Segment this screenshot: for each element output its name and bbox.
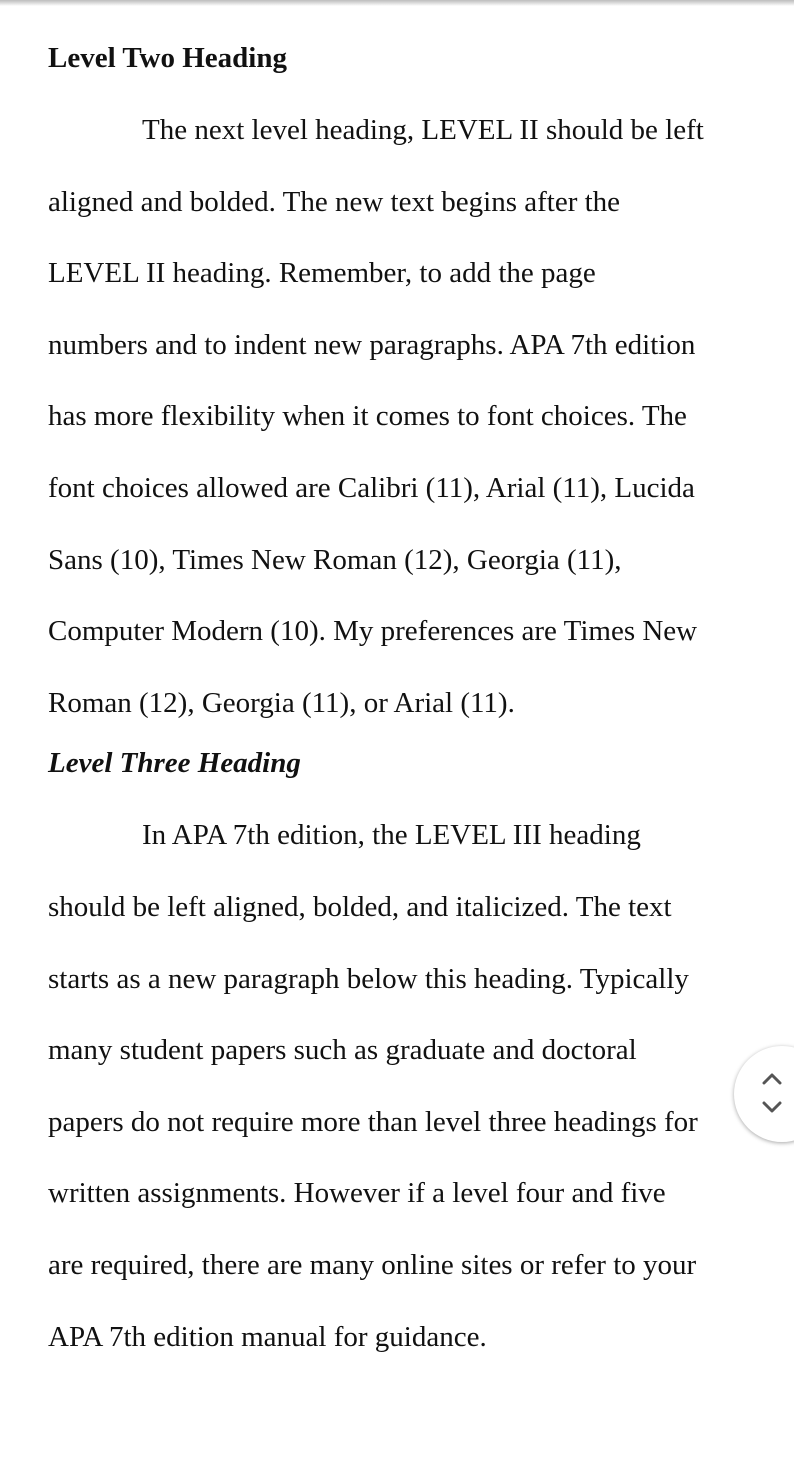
paragraph-line: font choices allowed are Calibri (11), Arial (11), Lucida bbox=[48, 471, 695, 504]
level-two-heading: Level Two Heading bbox=[48, 42, 287, 74]
paragraph-line: APA 7th edition manual for guidance. bbox=[48, 1320, 487, 1353]
paragraph-line: aligned and bolded. The new text begins after the bbox=[48, 185, 621, 218]
document-page bbox=[48, 34, 748, 1373]
paragraph-line: many student papers such as graduate and doctoral bbox=[48, 1034, 637, 1067]
paragraph-line: Sans (10), Times New Roman (12), Georgia (11), bbox=[48, 543, 622, 576]
chevron-up-icon bbox=[761, 1072, 783, 1086]
chevron-down-icon bbox=[761, 1100, 783, 1114]
paragraph-line: papers do not require more than level three headings for bbox=[48, 1105, 698, 1138]
paragraph-line: Roman (12), Georgia (11), or Arial (11). bbox=[48, 686, 515, 719]
paragraph-line: should be left aligned, bolded, and italicized. The text bbox=[48, 890, 672, 923]
level-three-paragraph bbox=[48, 800, 748, 1373]
paragraph-line: numbers and to indent new paragraphs. APA 7th edition bbox=[48, 328, 696, 361]
paragraph-line: are required, there are many online sites or refer to your bbox=[48, 1248, 697, 1281]
paragraph-line: starts as a new paragraph below this heading. Typically bbox=[48, 962, 689, 995]
paragraph-line: The next level heading, LEVEL II should be left bbox=[142, 114, 704, 146]
top-edge-shadow bbox=[0, 0, 794, 6]
paragraph-line: LEVEL II heading. Remember, to add the page bbox=[48, 257, 596, 290]
level-two-paragraph bbox=[48, 95, 748, 739]
level-three-heading: Level Three Heading bbox=[48, 747, 301, 780]
paragraph-line: Computer Modern (10). My preferences are Times New bbox=[48, 615, 698, 648]
paragraph-line: In APA 7th edition, the LEVEL III heading bbox=[142, 819, 641, 852]
paragraph-line: written assignments. However if a level four and five bbox=[48, 1177, 666, 1210]
previous-page-button[interactable] bbox=[756, 1066, 788, 1092]
next-page-button[interactable] bbox=[756, 1094, 788, 1120]
paragraph-line: has more flexibility when it comes to font choices. The bbox=[48, 400, 687, 433]
